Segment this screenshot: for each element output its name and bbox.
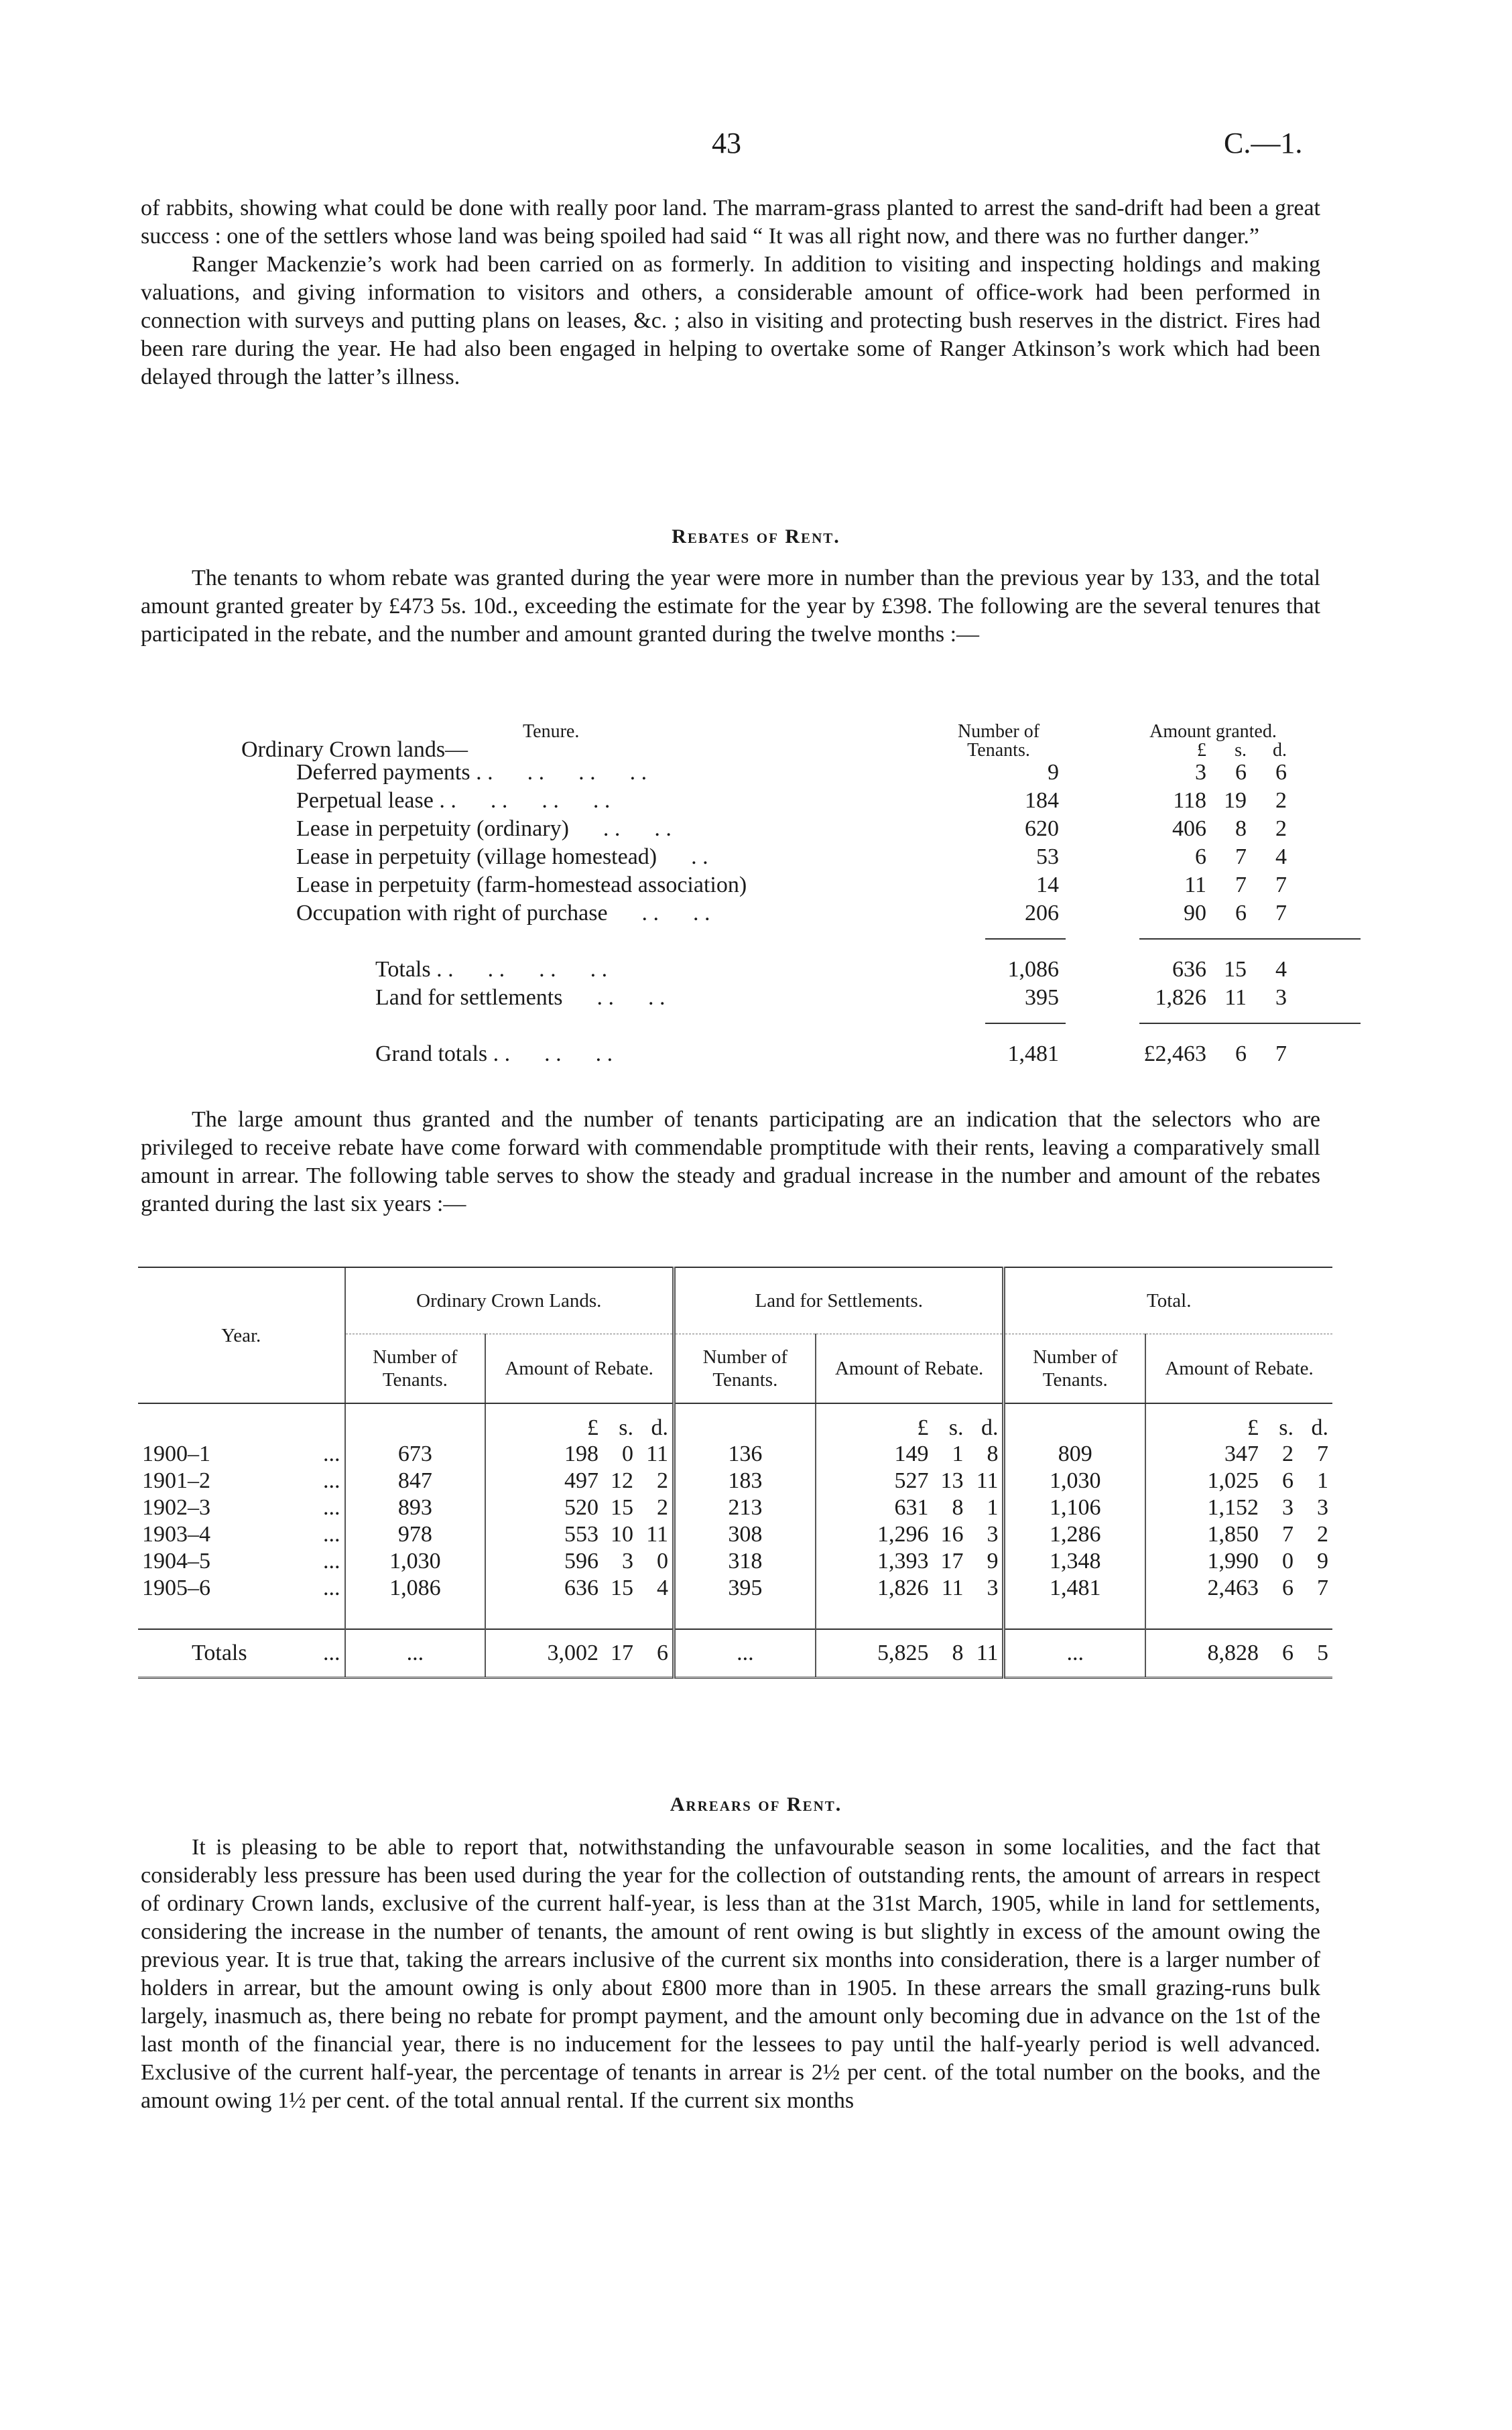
table-row — [138, 1575, 1332, 1602]
amount-pounds: 11 — [1184, 873, 1206, 897]
col-amount-header: Amount granted. — [1149, 721, 1277, 742]
lfs-number: 395 — [674, 1575, 816, 1602]
total-number-total: ... — [1004, 1629, 1145, 1678]
ocl-number: 847 — [345, 1468, 486, 1494]
tenure-label: Lease in perpetuity (ordinary) — [296, 816, 569, 841]
grand-totals-pence: 7 — [1275, 1041, 1287, 1066]
totals-label: Totals — [375, 957, 431, 982]
amount-pence: 2 — [1275, 788, 1287, 813]
lfs-amount: 1,826 11 3 — [816, 1575, 1004, 1602]
total-number: 1,481 — [1004, 1575, 1145, 1602]
total-amount: 347 2 7 — [1145, 1441, 1332, 1468]
total-amount: 1,850 7 2 — [1145, 1521, 1332, 1548]
amount-units — [1072, 740, 1354, 761]
total-amount: 1,152 3 3 — [1145, 1494, 1332, 1521]
amount-pence: 7 — [1275, 873, 1287, 897]
year-cell: 1904–5 ... — [142, 1549, 340, 1574]
intro-paragraph-1: of rabbits, showing what could be done with really poor land. The marram-grass planted to arrest the sand-drift had been a great success : one of the settlers whose land was being spoiled had said “ It was all right now, and there was no further danger.” — [141, 196, 1320, 249]
lfs-amount: 1,393 17 9 — [816, 1548, 1004, 1575]
ocl-number: 978 — [345, 1521, 486, 1548]
ocl-amount: 198 0 11 — [485, 1441, 674, 1468]
table-row — [138, 1441, 1332, 1468]
totals-pence: 4 — [1275, 957, 1287, 982]
sub-amount-ocl: Amount of Rebate. — [485, 1334, 674, 1404]
tenure-number: 184 — [1025, 788, 1059, 813]
totals-shillings: 15 — [1224, 957, 1247, 982]
lfs-amount-total: 5,825 8 11 — [816, 1629, 1004, 1678]
table-row — [138, 1494, 1332, 1521]
intro-section — [141, 194, 1320, 391]
table-row — [138, 1468, 1332, 1494]
totals-pounds: 636 — [1172, 957, 1206, 982]
ocl-number: 673 — [345, 1441, 486, 1468]
ordinary-crown-lands-label: Ordinary Crown lands— — [241, 737, 468, 762]
totals-number: 1,086 — [1007, 957, 1059, 982]
grand-totals-pounds: £2,463 — [1143, 1041, 1206, 1066]
settlements-label: Land for settlements — [375, 985, 563, 1010]
tenure-number: 206 — [1025, 901, 1059, 925]
six-year-rebate-table — [138, 1267, 1332, 1679]
unit-shillings: s. — [1235, 740, 1247, 761]
total-amount: 1,025 6 1 — [1145, 1468, 1332, 1494]
col-year-header: Year. — [138, 1267, 345, 1403]
group-ordinary-crown-lands: Ordinary Crown Lands. — [345, 1267, 674, 1334]
intro-paragraph-2: Ranger Mackenzie’s work had been carried on as formerly. In addition to visiting and inspecting holdings and making valuations, and giving information to visitors and others, a considerable amount of office-work had been performed in connection with surveys and putting plans on leases, &c. ; also in visiting and protecting bush reserves in the district. Fires had been rare during the year. He had also been engaged in helping to overtake some of Ranger Atkinson’s work which had been delayed through the latter’s illness. — [141, 252, 1320, 389]
table-row — [138, 1548, 1332, 1575]
amount-pounds: 118 — [1173, 788, 1206, 813]
leader-dots: . . . . — [568, 816, 672, 841]
ocl-amount: 636 15 4 — [485, 1575, 674, 1602]
totals-label: Totals ... — [138, 1629, 345, 1678]
sub-amount-lfs: Amount of Rebate. — [816, 1334, 1004, 1404]
total-number: 1,286 — [1004, 1521, 1145, 1548]
settlements-shillings: 11 — [1224, 985, 1247, 1010]
leader-dots: . . . . . . — [487, 1041, 613, 1066]
grand-totals-shillings: 6 — [1235, 1041, 1247, 1066]
amount-pounds: 90 — [1184, 901, 1206, 925]
amount-rule — [1139, 938, 1361, 940]
total-number: 1,348 — [1004, 1548, 1145, 1575]
rebates-heading: Rebates of Rent. — [672, 525, 840, 548]
amount-pounds: 3 — [1195, 760, 1206, 785]
settlements-pounds: 1,826 — [1155, 985, 1206, 1010]
amount-shillings: 7 — [1235, 844, 1247, 869]
lfs-number: 318 — [674, 1548, 816, 1575]
amount-shillings: 19 — [1224, 788, 1247, 813]
ocl-number-total: ... — [345, 1629, 486, 1678]
tenure-label: Occupation with right of purchase — [296, 901, 608, 925]
settlements-pence: 3 — [1275, 985, 1287, 1010]
ocl-number: 1,030 — [345, 1548, 486, 1575]
tenure-label: Deferred payments — [296, 760, 470, 785]
total-amount: 1,990 0 9 — [1145, 1548, 1332, 1575]
amount-rule-2 — [1139, 1023, 1361, 1024]
amount-shillings: 8 — [1235, 816, 1247, 841]
group-total: Total. — [1004, 1267, 1332, 1334]
leader-dots: . . . . . . . . — [430, 957, 608, 982]
ocl-amount: 497 12 2 — [485, 1468, 674, 1494]
tenure-number: 9 — [1048, 760, 1059, 785]
total-amount-total: 8,828 6 5 — [1145, 1629, 1332, 1678]
number-rule-2 — [985, 1023, 1066, 1024]
document-reference: C.—1. — [1224, 127, 1303, 159]
leader-dots: . . . . . . . . — [470, 760, 647, 785]
leader-dots: . . . . — [607, 901, 710, 925]
leader-dots: . . . . — [562, 985, 666, 1010]
rebates-paragraph: The tenants to whom rebate was granted during the year were more in number than the previous year by 133, and the total amount granted greater by £473 5s. 10d., exceeding the estimate for the year by £398. The following are the several tenures that participated in the rebate, and the number and amount granted during the twelve months :— — [141, 566, 1320, 647]
lfs-amount: 631 8 1 — [816, 1494, 1004, 1521]
rebates-intro — [141, 564, 1320, 649]
units-lfs: £ s. d. — [816, 1403, 1004, 1441]
tenure-label: Perpetual lease — [296, 788, 434, 813]
tenure-number: 53 — [1036, 844, 1059, 869]
sub-number-ocl: Number of Tenants. — [345, 1334, 486, 1404]
year-cell: 1902–3 ... — [142, 1495, 340, 1520]
sub-amount-total: Amount of Rebate. — [1145, 1334, 1332, 1404]
arrears-heading: Arrears of Rent. — [670, 1793, 842, 1815]
grand-totals-number: 1,481 — [1007, 1041, 1059, 1066]
ocl-amount: 553 10 11 — [485, 1521, 674, 1548]
arrears-paragraph: It is pleasing to be able to report that, notwithstanding the unfavourable season in some localities, and the fact that considerably less pressure has been used during the year for the collection of outstanding rents, the amount of arrears in respect of ordinary Crown lands, exclusive of the current half-year, is less than at the 31st March, 1905, while in land for settlements, considering the increase in the number of tenants, the amount of rent owing is but slightly in excess of the amount owing the previous year. It is true that, taking the arrears inclusive of the current six months into consideration, there is a larger number of holders in arrear, but the amount owing is only about £800 more than in 1905. In these arrears the small grazing-runs bulk largely, inasmuch as, there being no rebate for prompt payment, and the amount only becoming due in advance on the 1st of the last month of the financial year, there is no inducement for the lessees to pay until the half-yearly period is well advanced. Exclusive of the current half-year, the percentage of tenants in arrear is 2½ per cent. of the total number on the books, and the amount owing 1½ per cent. of the total annual rental. If the current six months — [141, 1835, 1320, 2113]
amount-pence: 7 — [1275, 901, 1287, 925]
page-number: 43 — [712, 127, 741, 159]
year-cell: 1905–6 ... — [142, 1576, 340, 1600]
number-rule — [985, 938, 1066, 940]
total-amount: 2,463 6 7 — [1145, 1575, 1332, 1602]
total-number: 1,106 — [1004, 1494, 1145, 1521]
ocl-number: 1,086 — [345, 1575, 486, 1602]
total-number: 1,030 — [1004, 1468, 1145, 1494]
year-cell: 1901–2 ... — [142, 1468, 340, 1493]
group-land-for-settlements: Land for Settlements. — [674, 1267, 1004, 1334]
col-tenure-header: Tenure. — [523, 721, 580, 742]
leader-dots: . . — [657, 844, 708, 869]
table-row — [138, 1521, 1332, 1548]
amount-pounds: 6 — [1195, 844, 1206, 869]
lfs-number: 136 — [674, 1441, 816, 1468]
sub-number-total: Number of Tenants. — [1004, 1334, 1145, 1404]
unit-pence: d. — [1273, 740, 1287, 761]
ocl-amount: 596 3 0 — [485, 1548, 674, 1575]
total-number: 809 — [1004, 1441, 1145, 1468]
amount-pence: 2 — [1275, 816, 1287, 841]
units-ocl: £ s. d. — [485, 1403, 674, 1441]
ocl-amount-total: 3,002 17 6 — [485, 1629, 674, 1678]
amount-shillings: 7 — [1235, 873, 1247, 897]
lfs-number-total: ... — [674, 1629, 816, 1678]
lfs-amount: 1,296 16 3 — [816, 1521, 1004, 1548]
col-number-header: Number of — [957, 721, 1040, 742]
rebates-paragraph-2: The large amount thus granted and the number of tenants participating are an indication that the selectors who are privileged to receive rebate have come forward with commendable promptitude with their rents, leaving a comparatively small amount in arrear. The following table serves to show the steady and gradual increase in the number and amount of the rebates granted during the last six years :— — [141, 1107, 1320, 1216]
rebates-summary — [141, 1106, 1320, 1218]
tenure-number: 14 — [1036, 873, 1059, 897]
year-cell: 1900–1 ... — [142, 1442, 340, 1466]
amount-shillings: 6 — [1235, 901, 1247, 925]
amount-pounds: 406 — [1172, 816, 1206, 841]
lfs-amount: 149 1 8 — [816, 1441, 1004, 1468]
amount-pence: 6 — [1275, 760, 1287, 785]
tenure-table — [241, 721, 1287, 1070]
tenure-label: Lease in perpetuity (farm-homestead association) — [296, 873, 747, 897]
tenure-label: Lease in perpetuity (village homestead) — [296, 844, 657, 869]
lfs-number: 213 — [674, 1494, 816, 1521]
ocl-amount: 520 15 2 — [485, 1494, 674, 1521]
lfs-number: 308 — [674, 1521, 816, 1548]
year-cell: 1903–4 ... — [142, 1522, 340, 1547]
col-number-header-2: Tenants. — [967, 740, 1030, 761]
sub-number-lfs: Number of Tenants. — [674, 1334, 816, 1404]
amount-shillings: 6 — [1235, 760, 1247, 785]
tenure-number: 620 — [1025, 816, 1059, 841]
lfs-amount: 527 13 11 — [816, 1468, 1004, 1494]
totals-row — [138, 1629, 1332, 1678]
ocl-number: 893 — [345, 1494, 486, 1521]
grand-totals-label: Grand totals — [375, 1041, 488, 1066]
units-total: £ s. d. — [1145, 1403, 1332, 1441]
amount-pence: 4 — [1275, 844, 1287, 869]
leader-dots: . . . . . . . . — [433, 788, 611, 813]
settlements-number: 395 — [1025, 985, 1059, 1010]
lfs-number: 183 — [674, 1468, 816, 1494]
arrears-section — [141, 1834, 1320, 2115]
unit-pounds: £ — [1197, 740, 1206, 761]
